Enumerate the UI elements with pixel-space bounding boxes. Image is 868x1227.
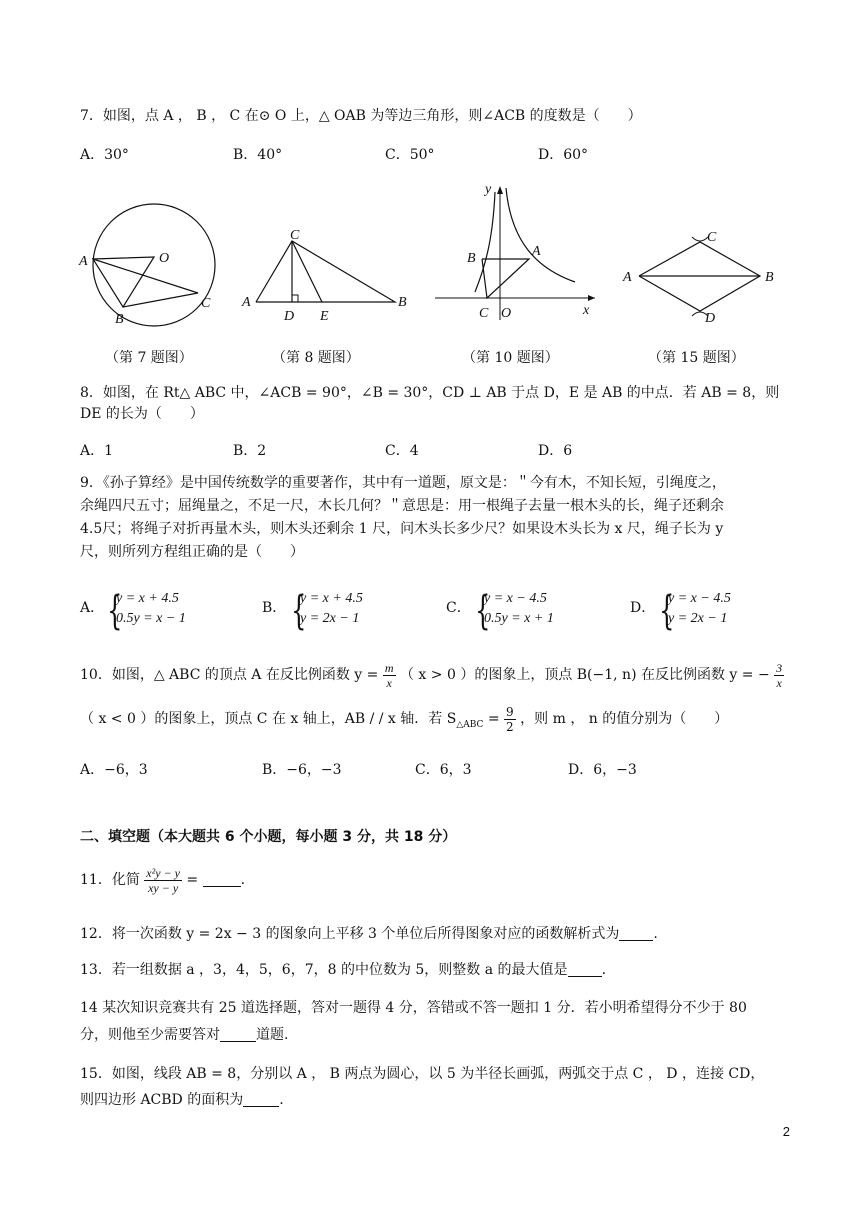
q10-stem-line2 [80,704,728,740]
q8-option-d: D．6 [538,443,573,459]
q10-option-b: B．−6，−3 [262,762,342,778]
fig7-label-o: O [159,251,170,266]
q9-option-c-label: C． [446,600,471,616]
q9-option-d-label: D． [630,600,656,616]
frac-denominator: xy − y [148,880,179,895]
q8-option-a: A．1 [80,443,114,459]
fig10-label-a: A [532,244,541,259]
q9-stem-line1: 9．《孙子算经》是中国传统数学的重要著作，其中有一道题，原文是：＂今有木，不知长短，引绳度之， [80,475,726,491]
fig7-label-a: A [79,254,88,269]
q10-text-d: = [487,711,500,727]
q8-stem-line1: 8．如图，在 Rt△ ABC 中，∠ACB = 90°，∠B = 30°，CD ⊥ AB 于点 D，E 是 AB 的中点．若 AB = 8，则 [80,385,780,401]
q9-option-d-eq2: y = 2x − 1 [668,611,728,626]
q10-area-subscript: △ABC [456,719,484,730]
q9-option-d-eq1: y = x − 4.5 [668,591,731,606]
q9-option-a-eq2: 0.5y = x − 1 [116,611,186,626]
q15-stem-line2 [80,1090,284,1110]
q12-period: . [653,926,658,942]
brace-icon: { [107,588,123,634]
figure-15 [615,225,785,325]
brace-icon: { [291,588,307,634]
brace-icon: { [659,588,675,634]
caption-fig10: （第 10 题图） [462,350,559,366]
q10-option-d: D．6，−3 [568,762,637,778]
figure-10 [435,180,605,325]
q9-option-b-label: B． [262,600,287,616]
q8-stem-line2: DE 的长为（ ） [80,406,204,422]
q15-answer-blank[interactable] [243,1092,279,1107]
q14-text-b: 道题. [256,1027,289,1043]
q11-stem [80,862,245,898]
q13-period: . [601,962,607,978]
q7-stem: 7．如图，点 A ， B ， C 在⊙ O 上，△ OAB 为等边三角形，则∠ACB 的度数是（ ） [80,108,642,124]
q10-text-e: ，则 m ， n 的值分别为（ ） [520,711,729,727]
section-2-heading: 二、填空题（本大题共 6 个小题，每小题 3 分，共 18 分） [80,829,457,845]
fig8-label-c: C [290,228,300,243]
q9-option-a-label: A． [80,600,105,616]
q14-stem-line2 [80,1025,288,1045]
q12-answer-blank[interactable] [619,926,653,941]
q11-fraction [144,866,182,895]
q7-options [80,144,780,164]
q9-option-c-eq1: y = x − 4.5 [484,591,547,606]
q10-option-c: C．6，3 [415,762,472,778]
q8-option-c: C．4 [385,443,419,459]
fig8-label-a: A [242,295,251,310]
q15-text-a: 则四边形 ACBD 的面积为 [80,1092,244,1108]
q10-options [80,759,780,779]
q7-option-a: A．30° [80,147,129,163]
fig8-label-e: E [320,309,329,324]
fig8-label-b: B [398,295,407,310]
fig8-label-d: D [284,309,295,324]
q8-options [80,440,780,460]
q12-stem [80,924,658,944]
q7-option-c: C．50° [385,147,435,163]
q9-option-c-eq2: 0.5y = x + 1 [484,611,554,626]
q11-equals: = [186,872,199,888]
q10-fraction-m-over-x [383,661,396,690]
fig10-label-c: C [479,306,489,321]
fig10-label-x: x [583,303,590,318]
q11-answer-blank[interactable] [203,872,241,887]
q10-text-a: 10．如图，△ ABC 的顶点 A 在反比例函数 y = [80,667,379,683]
frac-numerator: 3 [776,660,783,675]
figure-7 [75,190,225,335]
q10-option-a: A．−6，3 [80,762,148,778]
q8-option-b: B．2 [233,443,267,459]
frac-numerator: 9 [506,704,514,719]
q14-stem-line1: 14 某次知识竞赛共有 25 道选择题，答对一题得 4 分，答错或不答一题扣 1 分．若小明希望得分不少于 80 [80,1000,747,1016]
q9-stem-line2: 余绳四尺五寸；屈绳量之，不足一尺，木长几何？＂意思是：用一根绳子去量一根木头的长，绳子还剩余 [80,498,724,514]
q10-text-c: （ x < 0 ）的图象上，顶点 C 在 x 轴上，AB / / x 轴．若 S [80,711,457,727]
q13-stem [80,960,606,980]
frac-numerator: x²y − y [146,865,180,880]
caption-fig7: （第 7 题图） [105,350,193,366]
brace-icon: { [475,588,491,634]
q14-answer-blank[interactable] [220,1027,256,1042]
q15-period: . [279,1092,284,1108]
q14-text-a: 分，则他至少需要答对 [80,1027,220,1043]
q12-text: 12．将一次函数 y = 2x − 3 的图象向上平移 3 个单位后所得图象对应的函数解析式为 [80,926,620,942]
fig15-label-c: C [707,230,717,245]
caption-fig15: （第 15 题图） [648,350,745,366]
fig15-label-b: B [765,270,774,285]
q9-option-a-eq1: y = x + 4.5 [116,591,179,606]
q9-option-b-eq1: y = x + 4.5 [300,591,363,606]
q10-stem-line1 [80,660,784,690]
fig7-label-b: B [115,312,124,327]
frac-denominator: x [386,675,392,690]
q15-stem-line1: 15．如图，线段 AB = 8，分别以 A ， B 两点为圆心，以 5 为半径长画弧，两弧交于点 C ， D ，连接 CD， [80,1066,765,1082]
q13-text: 13．若一组数据 a ，3，4，5，6，7，8 的中位数为 5，则整数 a 的最大值是 [80,962,568,978]
q13-answer-blank[interactable] [568,962,602,977]
caption-fig8: （第 8 题图） [272,350,360,366]
q9-option-b-eq2: y = 2x − 1 [300,611,360,626]
q10-fraction-9-over-2 [504,705,516,734]
q9-options [80,588,780,637]
figure-8 [240,225,410,325]
q11-period: . [240,872,246,888]
q7-option-b: B．40° [233,147,283,163]
fig10-label-b: B [467,251,476,266]
fig10-label-o: O [501,306,512,321]
fig15-label-a: A [623,270,632,285]
fig10-label-y: y [485,182,492,197]
frac-numerator: m [384,660,394,675]
frac-denominator: x [776,675,782,690]
q10-fraction-3-over-x [774,661,784,690]
fig7-label-c: C [201,296,211,311]
fig15-label-d: D [705,311,716,326]
q9-stem-line3: 4.5尺；将绳子对折再量木头，则木头还剩余 1 尺，问木头长多少尺？如果设木头长为 x 尺，绳子长为 y [80,521,724,537]
q10-text-b: （ x > 0 ）的图象上，顶点 B(−1, n) 在反比例函数 y = − [399,667,770,683]
page-number: 2 [782,1124,790,1139]
q7-option-d: D．60° [538,147,589,163]
frac-denominator: 2 [506,719,514,734]
q9-stem-line4: 尺，则所列方程组正确的是（ ） [80,544,304,560]
q11-text-a: 11．化简 [80,872,140,888]
